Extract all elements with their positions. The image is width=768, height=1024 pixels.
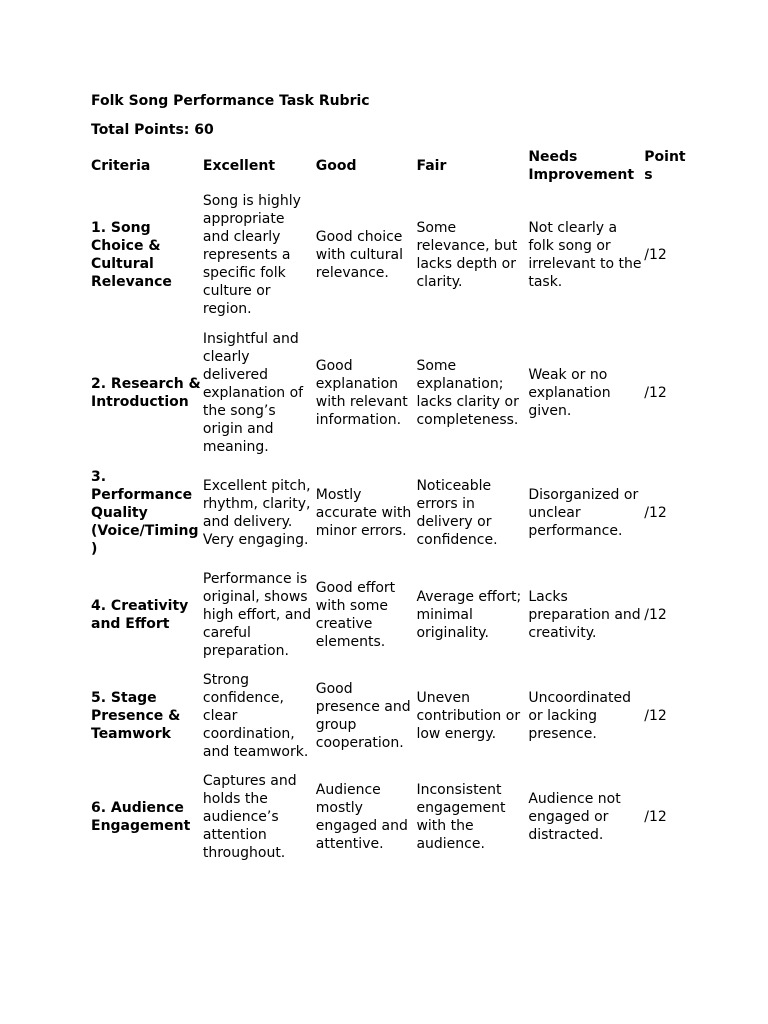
points-cell: /12 — [644, 606, 667, 623]
excellent-cell: Strong confidence, clear coordination, and teamwork. — [202, 671, 309, 760]
good-cell: Audience mostly engaged and attentive. — [315, 782, 408, 852]
table-row — [90, 324, 686, 461]
rubric-table — [90, 146, 686, 868]
header-points: Points — [644, 149, 686, 183]
fair-cell: Noticeable errors in delivery or confidence. — [416, 477, 498, 548]
points-cell: /12 — [644, 247, 667, 263]
criteria-cell: 4. Creativity and Effort — [91, 597, 189, 632]
needs-improvement-cell: Audience not engaged or distracted. — [528, 791, 621, 843]
points-cell: /12 — [644, 504, 667, 521]
header-criteria: Criteria — [91, 158, 151, 174]
header-good: Good — [315, 158, 357, 174]
fair-cell: Average effort; minimal originality. — [416, 588, 522, 641]
header-needs-improvement: Needs Improvement — [528, 149, 635, 183]
header-excellent: Excellent — [202, 158, 276, 174]
good-cell: Good presence and group cooperation. — [315, 680, 411, 751]
fair-cell: Some relevance, but lacks depth or clarity. — [416, 220, 518, 290]
header-fair: Fair — [416, 158, 447, 174]
good-cell: Good effort with some creative elements. — [315, 579, 396, 650]
criteria-cell: 3. Performance Quality (Voice/Timing) — [91, 468, 199, 557]
criteria-cell: 6. Audience Engagement — [91, 800, 191, 834]
document-title: Folk Song Performance Task Rubric — [91, 93, 370, 109]
needs-improvement-cell: Weak or no explanation given. — [528, 366, 611, 419]
header-row — [90, 146, 686, 186]
table-row — [90, 564, 686, 665]
criteria-cell: 2. Research & Introduction — [91, 375, 201, 410]
fair-cell: Uneven contribution or low energy. — [416, 689, 521, 742]
good-cell: Good explanation with relevant information. — [315, 357, 408, 428]
total-points: Total Points: 60 — [91, 122, 214, 138]
excellent-cell: Excellent pitch, rhythm, clarity, and delivery. Very engaging. — [202, 477, 311, 548]
fair-cell: Inconsistent engagement with the audience. — [416, 782, 506, 852]
excellent-cell: Insightful and clearly delivered explanation of the song’s origin and meaning. — [202, 330, 304, 455]
excellent-cell: Performance is original, shows high effort, and careful preparation. — [202, 570, 312, 659]
excellent-cell: Song is highly appropriate and clearly represents a specific folk culture or region. — [202, 193, 301, 317]
needs-improvement-cell: Uncoordinated or lacking presence. — [528, 689, 632, 742]
points-cell: /12 — [644, 809, 667, 825]
table-row — [90, 186, 686, 324]
table-row — [90, 461, 686, 564]
table-row — [90, 665, 686, 766]
criteria-cell: 1. Song Choice & Cultural Relevance — [91, 220, 172, 290]
criteria-cell: 5. Stage Presence & Teamwork — [91, 689, 181, 742]
points-cell: /12 — [644, 707, 667, 724]
needs-improvement-cell: Lacks preparation and creativity. — [528, 588, 641, 641]
points-cell: /12 — [644, 384, 667, 401]
good-cell: Good choice with cultural relevance. — [315, 229, 403, 281]
fair-cell: Some explanation; lacks clarity or completeness. — [416, 357, 519, 428]
needs-improvement-cell: Disorganized or unclear performance. — [528, 486, 639, 539]
good-cell: Mostly accurate with minor errors. — [315, 486, 412, 539]
excellent-cell: Captures and holds the audience’s attention throughout. — [202, 773, 297, 861]
table-row — [90, 766, 686, 868]
needs-improvement-cell: Not clearly a folk song or irrelevant to the task. — [528, 220, 642, 290]
